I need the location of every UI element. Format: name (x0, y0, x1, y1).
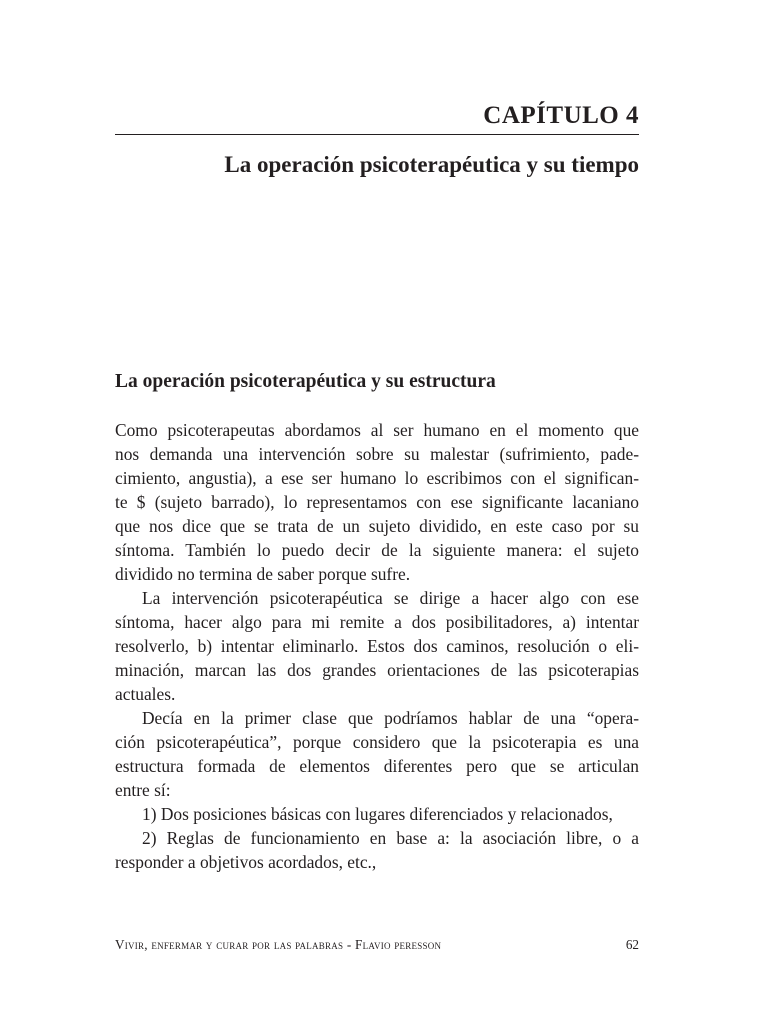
body-line: nos demanda una intervención sobre su malestar (sufrimiento, pade- (115, 444, 639, 464)
chapter-title: La operación psicoterapéutica y su tiempo (224, 152, 639, 177)
book-page (115, 0, 639, 1024)
body-line: actuales. (115, 684, 176, 704)
chapter-label: CAPÍTULO 4 (483, 102, 639, 129)
body-text (115, 418, 639, 874)
section-heading: La operación psicoterapéutica y su estructura (115, 371, 496, 392)
body-line: que nos dice que se trata de un sujeto dividido, en este caso por su (115, 516, 639, 536)
body-line: 1) Dos posiciones básicas con lugares diferenciados y relacionados, (142, 804, 613, 824)
body-line: resolverlo, b) intentar eliminarlo. Estos dos caminos, resolución o eli- (115, 636, 639, 656)
body-line: síntoma. También lo puedo decir de la siguiente manera: el sujeto (115, 540, 639, 560)
body-line: síntoma, hacer algo para mi remite a dos posibilitadores, a) intentar (115, 612, 639, 632)
running-footer: Vivir, enfermar y curar por las palabras - Flavio peresson (115, 937, 442, 952)
page-number: 62 (625, 937, 639, 952)
body-line: minación, marcan las dos grandes orientaciones de las psicoterapias (115, 660, 639, 680)
body-line: La intervención psicoterapéutica se dirige a hacer algo con ese (142, 588, 639, 608)
body-line: Como psicoterapeutas abordamos al ser humano en el momento que (115, 420, 639, 440)
chapter-rule (115, 134, 639, 135)
body-line: entre sí: (115, 780, 171, 800)
body-line: Decía en la primer clase que podríamos hablar de una “opera- (142, 708, 639, 728)
body-line: estructura formada de elementos diferentes pero que se articulan (115, 756, 639, 776)
body-line: responder a objetivos acordados, etc., (115, 852, 377, 872)
body-line: cimiento, angustia), a ese ser humano lo escribimos con el significan- (115, 468, 639, 488)
body-line: dividido no termina de saber porque sufre. (115, 564, 411, 584)
body-line: 2) Reglas de funcionamiento en base a: la asociación libre, o a (142, 828, 639, 848)
body-line: ción psicoterapéutica”, porque considero que la psicoterapia es una (115, 732, 639, 752)
body-line: te $ (sujeto barrado), lo representamos con ese significante lacaniano (115, 492, 639, 512)
